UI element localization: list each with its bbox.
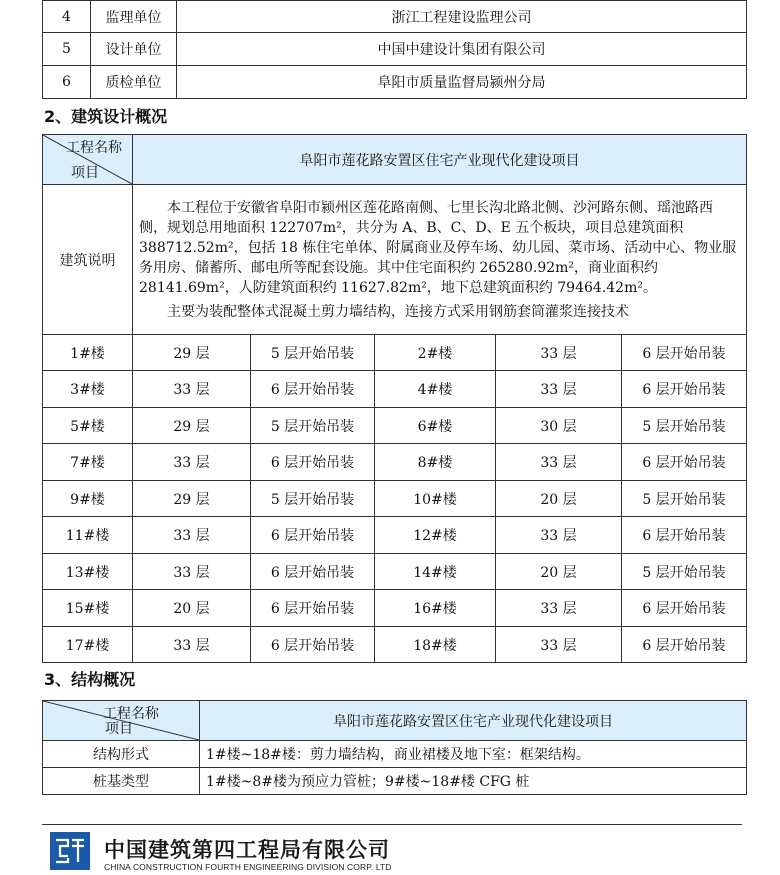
description-label: 建筑说明 — [43, 185, 133, 335]
table-row — [43, 33, 747, 66]
floor-count: 33 层 — [496, 335, 622, 371]
building-name: 15#楼 — [43, 590, 133, 627]
description-paragraph-1: 本工程位于安徽省阜阳市颍州区莲花路南侧、七里长沟北路北侧、沙河路东侧、瑶池路西侧，规划总用地面积 122707m²，共分为 A、B、C、D、E 五个板块，项目总建筑面积 388712.52m²，包括 18 栋住宅单体、附属商业及停车场、幼儿园、菜市场、活动中心、物业服务用房、储蓄所、邮电所等配套设施。其中住宅面积约 265280.92m²，商业面积约 28141.69m²，人防建筑面积约 11627.82m²，地下总建筑面积约 79464.42m²。 — [139, 199, 737, 296]
hoisting-start: 5 层开始吊装 — [251, 408, 375, 444]
company-logo — [50, 832, 90, 870]
hoisting-start: 6 层开始吊装 — [251, 517, 375, 554]
hoisting-start: 6 层开始吊装 — [622, 517, 747, 554]
building-name: 9#楼 — [43, 481, 133, 517]
row-value: 1#楼~18#楼：剪力墙结构，商业裙楼及地下室：框架结构。 — [200, 741, 747, 768]
hoisting-start: 5 层开始吊装 — [251, 481, 375, 517]
floor-count: 20 层 — [496, 481, 622, 517]
company-name-cn: 中国建筑第四工程局有限公司 — [104, 838, 390, 862]
hoisting-start: 6 层开始吊装 — [622, 335, 747, 371]
row-name: 阜阳市质量监督局颍州分局 — [177, 66, 747, 99]
company-name-en: CHINA CONSTRUCTION FOURTH ENGINEERING DIVISION CORP. LTD — [104, 862, 392, 872]
section-3-heading: 3、结构概况 — [44, 670, 136, 689]
building-row — [43, 444, 747, 481]
diagonal-header-cell — [43, 701, 200, 741]
building-row — [43, 335, 747, 371]
building-row — [43, 481, 747, 517]
hoisting-start: 6 层开始吊装 — [622, 371, 747, 408]
header-top-label: 工程名称 — [103, 706, 159, 722]
building-name: 6#楼 — [375, 408, 496, 444]
floor-count: 33 层 — [496, 371, 622, 408]
description-paragraph-2: 主要为装配整体式混凝土剪力墙结构，连接方式采用钢筋套筒灌浆连接技术 — [167, 303, 629, 320]
project-name: 阜阳市莲花路安置区住宅产业现代化建设项目 — [200, 701, 747, 741]
row-value: 1#楼~8#楼为预应力管桩；9#楼~18#楼 CFG 桩 — [200, 768, 747, 795]
table-row — [43, 741, 747, 768]
row-role: 质检单位 — [91, 66, 177, 99]
table-row — [43, 1, 747, 33]
building-row — [43, 408, 747, 444]
floor-count: 33 层 — [496, 627, 622, 663]
floor-count: 33 层 — [133, 554, 251, 590]
row-label: 结构形式 — [43, 741, 200, 768]
table-header-row — [43, 135, 747, 185]
row-number: 4 — [43, 1, 91, 33]
building-name: 1#楼 — [43, 335, 133, 371]
floor-count: 33 层 — [496, 590, 622, 627]
header-bottom-label: 项目 — [105, 721, 133, 737]
hoisting-start: 6 层开始吊装 — [251, 627, 375, 663]
structure-table — [42, 700, 747, 795]
hoisting-start: 6 层开始吊装 — [622, 590, 747, 627]
building-row — [43, 517, 747, 554]
row-number: 5 — [43, 33, 91, 66]
row-role: 设计单位 — [91, 33, 177, 66]
header-top-label: 工程名称 — [66, 140, 122, 156]
row-number: 6 — [43, 66, 91, 99]
floor-count: 33 层 — [496, 444, 622, 481]
architecture-table — [42, 134, 747, 663]
floor-count: 33 层 — [133, 371, 251, 408]
cscec-logo-icon — [50, 832, 90, 870]
hoisting-start: 6 层开始吊装 — [622, 444, 747, 481]
building-name: 14#楼 — [375, 554, 496, 590]
building-name: 3#楼 — [43, 371, 133, 408]
hoisting-start: 6 层开始吊装 — [251, 444, 375, 481]
table-row — [43, 66, 747, 99]
description-row — [43, 185, 747, 335]
floor-count: 20 层 — [133, 590, 251, 627]
floor-count: 33 层 — [496, 517, 622, 554]
building-name: 4#楼 — [375, 371, 496, 408]
floor-count: 29 层 — [133, 335, 251, 371]
building-name: 7#楼 — [43, 444, 133, 481]
building-name: 12#楼 — [375, 517, 496, 554]
building-name: 18#楼 — [375, 627, 496, 663]
floor-count: 30 层 — [496, 408, 622, 444]
units-table — [42, 0, 747, 99]
building-row — [43, 627, 747, 663]
building-name: 11#楼 — [43, 517, 133, 554]
building-name: 2#楼 — [375, 335, 496, 371]
description-cell — [133, 185, 747, 335]
floor-count: 33 层 — [133, 627, 251, 663]
building-row — [43, 554, 747, 590]
floor-count: 29 层 — [133, 481, 251, 517]
floor-count: 33 层 — [133, 444, 251, 481]
building-name: 17#楼 — [43, 627, 133, 663]
building-name: 5#楼 — [43, 408, 133, 444]
hoisting-start: 5 层开始吊装 — [622, 408, 747, 444]
project-name: 阜阳市莲花路安置区住宅产业现代化建设项目 — [133, 135, 747, 185]
row-role: 监理单位 — [91, 1, 177, 33]
footer-divider — [42, 824, 742, 825]
row-label: 桩基类型 — [43, 768, 200, 795]
hoisting-start: 5 层开始吊装 — [622, 554, 747, 590]
building-name: 10#楼 — [375, 481, 496, 517]
diagonal-header-cell — [43, 135, 133, 185]
floor-count: 33 层 — [133, 517, 251, 554]
hoisting-start: 5 层开始吊装 — [622, 481, 747, 517]
hoisting-start: 6 层开始吊装 — [251, 554, 375, 590]
floor-count: 20 层 — [496, 554, 622, 590]
row-name: 中国中建设计集团有限公司 — [177, 33, 747, 66]
section-2-heading: 2、建筑设计概况 — [44, 107, 168, 126]
hoisting-start: 6 层开始吊装 — [251, 590, 375, 627]
hoisting-start: 5 层开始吊装 — [251, 335, 375, 371]
table-row — [43, 768, 747, 795]
building-row — [43, 371, 747, 408]
header-bottom-label: 项目 — [71, 165, 99, 181]
hoisting-start: 6 层开始吊装 — [251, 371, 375, 408]
floor-count: 29 层 — [133, 408, 251, 444]
building-name: 13#楼 — [43, 554, 133, 590]
building-name: 16#楼 — [375, 590, 496, 627]
row-name: 浙江工程建设监理公司 — [177, 1, 747, 33]
building-name: 8#楼 — [375, 444, 496, 481]
hoisting-start: 6 层开始吊装 — [622, 627, 747, 663]
table-header-row — [43, 701, 747, 741]
building-row — [43, 590, 747, 627]
